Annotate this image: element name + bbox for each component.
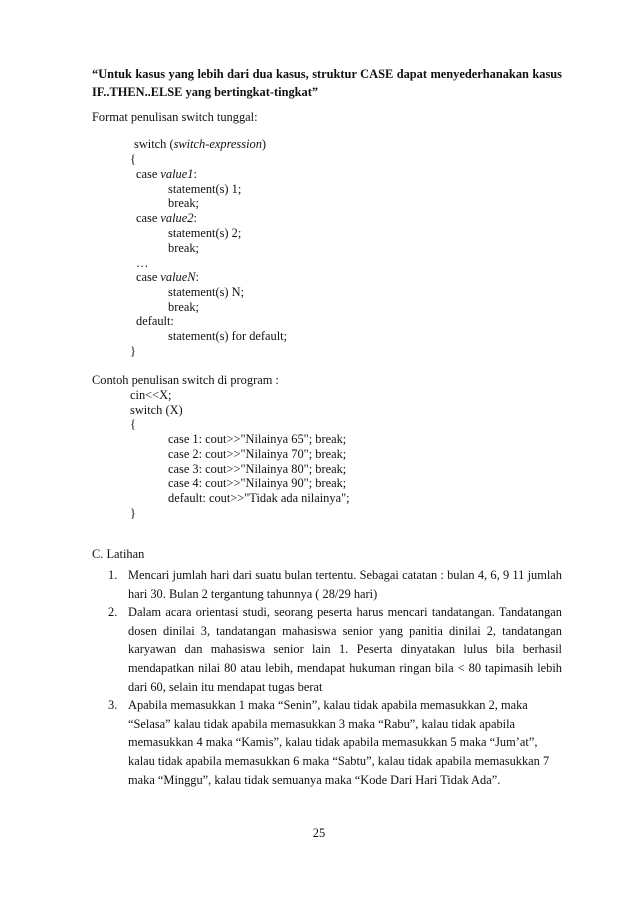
syntax-valueN: valueN: [160, 270, 196, 284]
example-code-line: cin<<X;: [130, 388, 172, 402]
list-item: [108, 603, 562, 696]
syntax-colon: :: [195, 270, 199, 284]
syntax-value2: value2: [160, 211, 194, 225]
syntax-open-brace: {: [130, 152, 136, 166]
syntax-case-keyword: case: [136, 167, 161, 181]
syntax-statement-default: statement(s) for default;: [168, 329, 288, 343]
syntax-statement-1: statement(s) 1;: [168, 182, 242, 196]
example-code-line: case 4: cout>>"Nilainya 90"; break;: [168, 476, 347, 490]
syntax-switch-expression: switch-expression: [173, 137, 262, 151]
syntax-break-2: break;: [168, 241, 199, 255]
format-label: Format penulisan switch tunggal:: [92, 110, 258, 124]
syntax-switch-line: [134, 137, 266, 152]
syntax-case-keyword: case: [136, 211, 161, 225]
latihan-heading: C. Latihan: [92, 547, 145, 561]
list-item-text: Apabila memasukkan 1 maka “Senin”, kalau tidak apabila memasukkan 2, maka “Selasa” kalau tidak apabila memasukkan 3 maka “Rabu”, kalau tidak apabila memasukkan 4 maka “Kamis”, kalau tidak apabila memasukkan 5 maka “Jum’at”, kalau tidak apabila memasukkan 6 maka “Sabtu”, kalau tidak apabila memasukkan 7 maka “Minggu”, kalau tidak semuanya maka “Kode Dari Hari Tidak Ada”.: [128, 698, 550, 787]
example-code-line: case 2: cout>>"Nilainya 70"; break;: [168, 447, 347, 461]
syntax-case-value2: [136, 211, 197, 226]
syntax-colon: :: [193, 167, 197, 181]
syntax-ellipsis: …: [136, 256, 149, 270]
example-label: Contoh penulisan switch di program :: [92, 373, 279, 387]
intro-quote: “Untuk kasus yang lebih dari dua kasus, struktur CASE dapat menyederhanakan kasus IF..THEN..ELSE yang bertingkat-tingkat”: [92, 67, 562, 99]
example-code-line: default: cout>>"Tidak ada nilainya";: [168, 491, 350, 505]
list-item: [108, 566, 562, 603]
example-code-line: case 1: cout>>"Nilainya 65"; break;: [168, 432, 347, 446]
syntax-close-brace: }: [130, 344, 136, 358]
syntax-case-keyword: case: [136, 270, 161, 284]
list-item-number: 3.: [108, 698, 118, 713]
syntax-break-1: break;: [168, 196, 199, 210]
syntax-value1: value1: [160, 167, 194, 181]
syntax-case-value1: [136, 167, 197, 182]
syntax-default: default:: [136, 314, 174, 328]
list-item-number: 1.: [108, 568, 118, 582]
syntax-switch-close: ): [261, 137, 267, 151]
syntax-case-valueN: [136, 270, 199, 285]
list-item-number: 2.: [108, 605, 118, 620]
list-item-text: Dalam acara orientasi studi, seorang peserta harus mencari tandatangan. Tandatangan dosen dinilai 3, tandatangan mahasiswa senior yang panitia dinilai 2, tandatangan karyawan dan mahasiswa senior lain 1. Peserta dinyatakan lulus bila berhasil mendapatkan nilai 80 atau lebih, mendapat hukuman ringan bila < 80 tapimasih lebih dari 60, selain itu mendapat tugas berat: [128, 605, 562, 694]
example-code-line: case 3: cout>>"Nilainya 80"; break;: [168, 462, 347, 476]
syntax-statement-2: statement(s) 2;: [168, 226, 242, 240]
list-item: [108, 696, 562, 789]
syntax-statement-n: statement(s) N;: [168, 285, 245, 299]
example-code-line: }: [130, 506, 136, 520]
syntax-break-n: break;: [168, 300, 199, 314]
syntax-colon: :: [193, 211, 197, 225]
example-code-line: {: [130, 417, 136, 431]
page-number: 25: [312, 826, 326, 840]
list-item-text: Mencari jumlah hari dari suatu bulan tertentu. Sebagai catatan : bulan 4, 6, 9 11 jumlah hari 30. Bulan 2 tergantung tahunnya ( 28/29 hari): [128, 568, 562, 601]
syntax-switch-keyword: switch (: [134, 137, 174, 151]
example-code-line: switch (X): [130, 403, 183, 417]
latihan-list: [108, 566, 562, 789]
